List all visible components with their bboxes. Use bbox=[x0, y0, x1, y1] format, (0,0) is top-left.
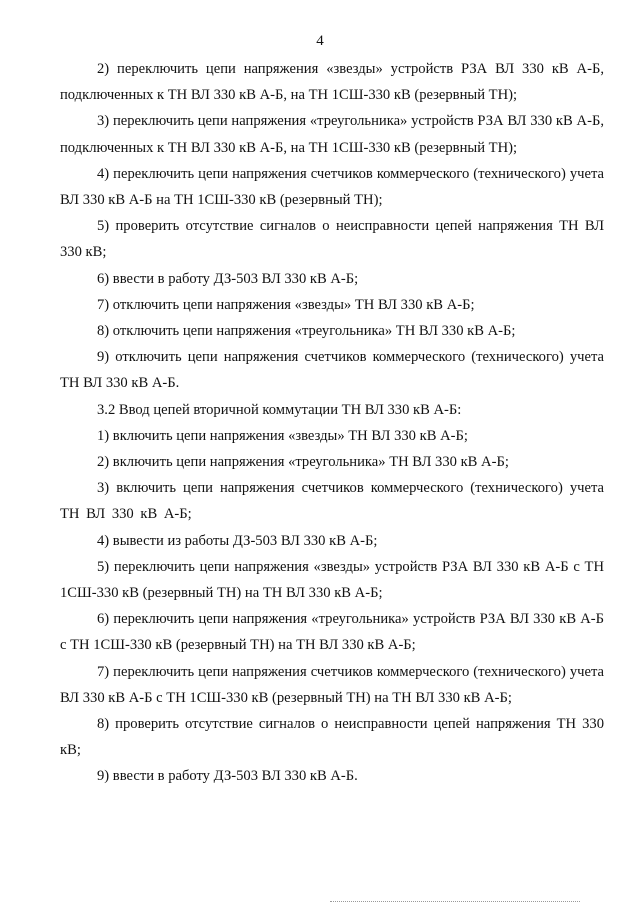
page-number: 4 bbox=[316, 33, 324, 49]
list-item: 6) ввести в работу ДЗ-503 ВЛ 330 кВ А-Б; bbox=[97, 270, 359, 287]
list-item: 3) включить цепи напряжения счетчиков коммерческого (технического) учета ТН ВЛ 330 кВ А-Б; bbox=[60, 480, 604, 523]
list-item: 3) переключить цепи напряжения «треугольника» устройств РЗА ВЛ 330 кВ А-Б, подключенных к ТН ВЛ 330 кВ А-Б, на ТН 1СШ-330 кВ (резервный ТН); bbox=[60, 113, 604, 156]
list-item: 8) проверить отсутствие сигналов о неисправности цепей напряжения ТН 330 кВ; bbox=[60, 716, 604, 759]
list-item: 9) отключить цепи напряжения счетчиков коммерческого (технического) учета ТН ВЛ 330 кВ А-Б. bbox=[60, 349, 604, 392]
list-item: 5) переключить цепи напряжения «звезды» устройств РЗА ВЛ 330 кВ А-Б с ТН 1СШ-330 кВ (резервный ТН) на ТН ВЛ 330 кВ А-Б; bbox=[60, 558, 604, 602]
list-item: 2) переключить цепи напряжения «звезды» устройств РЗА ВЛ 330 кВ А-Б, подключенных к ТН ВЛ 330 кВ А-Б, на ТН 1СШ-330 кВ (резервный ТН); bbox=[60, 61, 604, 104]
list-item: 6) переключить цепи напряжения «треугольника» устройств РЗА ВЛ 330 кВ А-Б с ТН 1СШ-330 кВ (резервный ТН) на ТН ВЛ 330 кВ А-Б; bbox=[60, 611, 604, 654]
list-item: 7) переключить цепи напряжения счетчиков коммерческого (технического) учета ВЛ 330 кВ А-Б с ТН 1СШ-330 кВ (резервный ТН) на ТН ВЛ 330 кВ А-Б; bbox=[60, 663, 604, 706]
list-item: 2) включить цепи напряжения «треугольника» ТН ВЛ 330 кВ А-Б; bbox=[97, 454, 509, 471]
list-item: 7) отключить цепи напряжения «звезды» ТН ВЛ 330 кВ А-Б; bbox=[97, 296, 475, 313]
list-item: 8) отключить цепи напряжения «треугольника» ТН ВЛ 330 кВ А-Б; bbox=[97, 323, 516, 340]
page-bottom-rule bbox=[330, 901, 580, 902]
list-item: 9) ввести в работу ДЗ-503 ВЛ 330 кВ А-Б. bbox=[97, 768, 358, 785]
document-body bbox=[60, 56, 604, 790]
section-heading: 3.2 Ввод цепей вторичной коммутации ТН ВЛ 330 кВ А-Б: bbox=[97, 401, 462, 418]
list-item: 4) переключить цепи напряжения счетчиков коммерческого (технического) учета ВЛ 330 кВ А-Б на ТН 1СШ-330 кВ (резервный ТН); bbox=[60, 165, 604, 209]
list-item: 4) вывести из работы ДЗ-503 ВЛ 330 кВ А-Б; bbox=[97, 532, 378, 549]
list-item: 1) включить цепи напряжения «звезды» ТН ВЛ 330 кВ А-Б; bbox=[97, 427, 468, 444]
list-item: 5) проверить отсутствие сигналов о неисправности цепей напряжения ТН ВЛ 330 кВ; bbox=[60, 218, 604, 261]
